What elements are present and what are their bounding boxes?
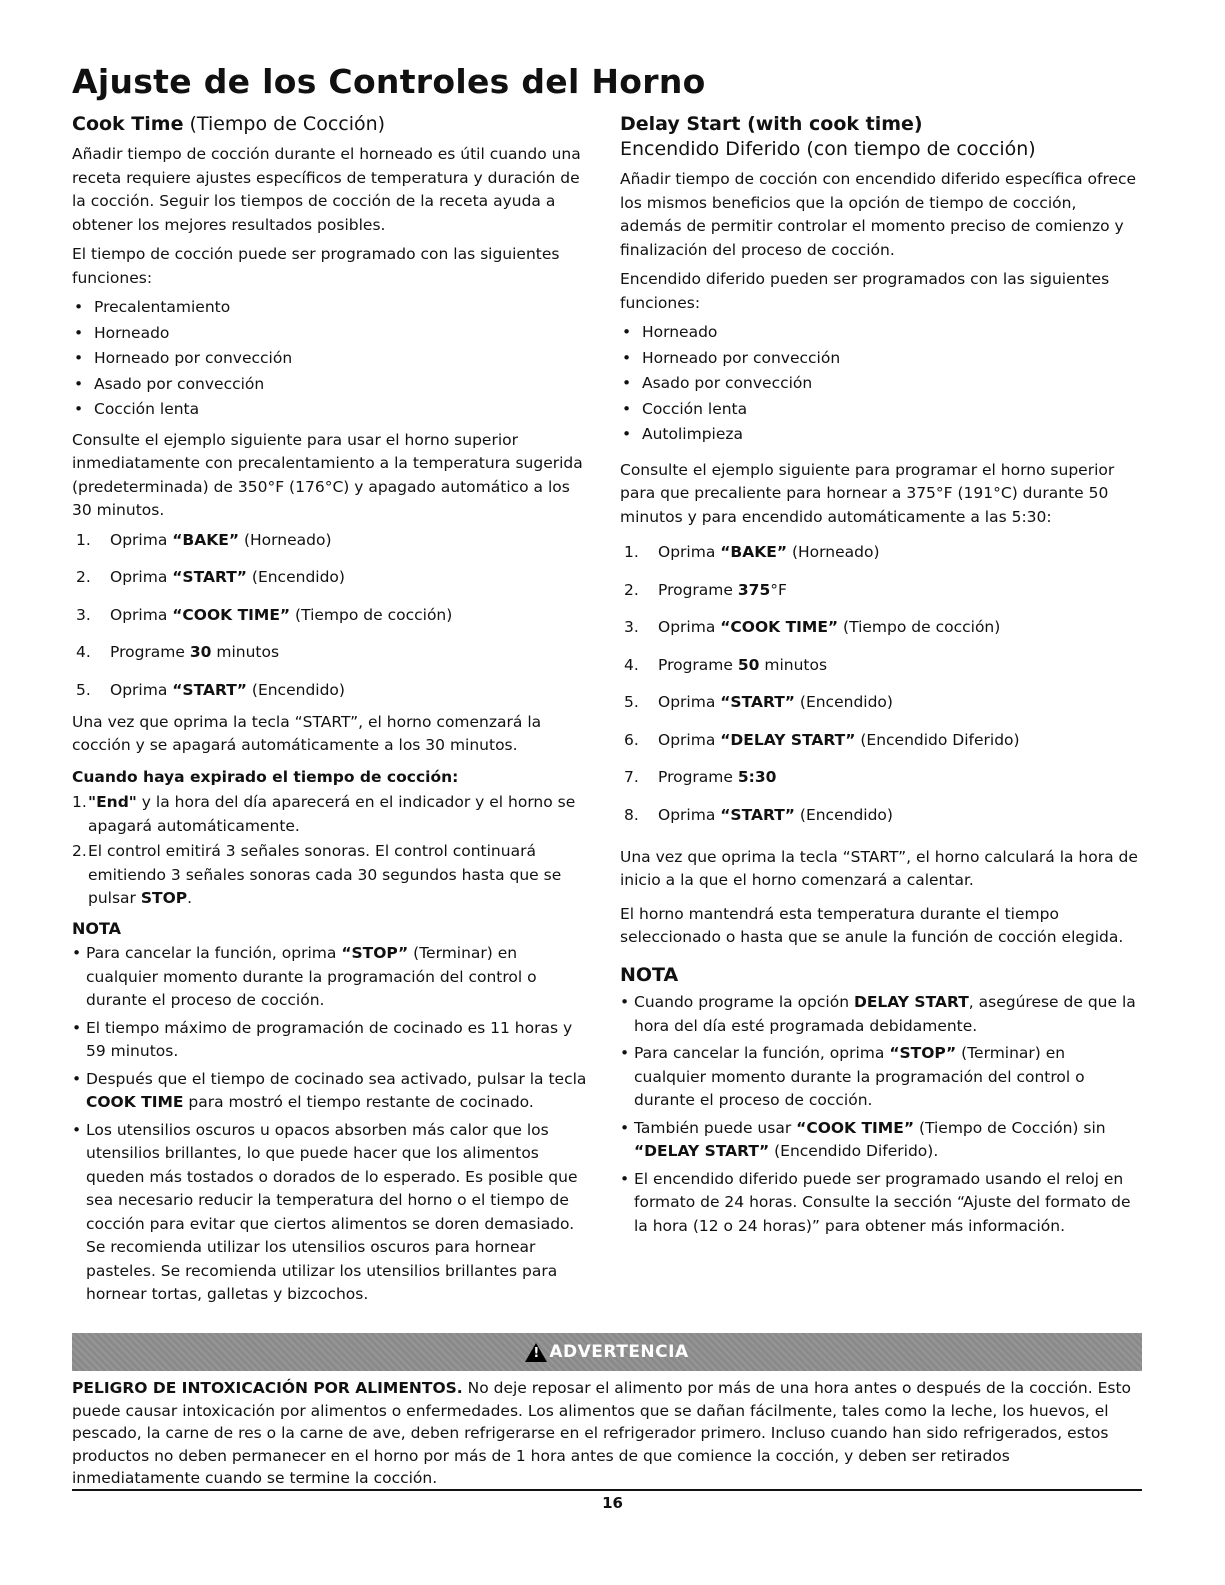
step-item: 2. Programe 375°F: [624, 580, 787, 599]
warning-banner: [72, 1333, 1142, 1371]
delay-start-after-1: Una vez que oprima la tecla “START”, el horno calculará la hora de inicio a la que el horno comenzará a calentar.: [620, 847, 1138, 889]
cook-time-title: Cook Time (Tiempo de Cocción): [72, 113, 386, 135]
note-item: • Los utensilios oscuros u opacos absorben más calor que los utensilios brillantes, lo que puede hacer que los alimentos queden más tostados o dorados de lo esperado. Es posible que sea necesario reducir la temperatura del horno o el tiempo de cocción para evitar que ciertos alimentos se doren demasiado. Se recomienda utilizar los utensilios oscuros para hornear pasteles. Se recomienda utilizar los utensilios brillantes para hornear tortas, galletas y bizcochos.: [72, 1119, 592, 1307]
delay-start-section: [620, 112, 1140, 1242]
step-item: 2. Oprima “START” (Encendido): [76, 568, 345, 586]
note-item: • El tiempo máximo de programación de cocinado es 11 horas y 59 minutos.: [72, 1017, 592, 1064]
step-item: 4. Programe 30 minutos: [76, 643, 280, 661]
step-item: 6. Oprima “DELAY START” (Encendido Diferido): [624, 730, 1020, 749]
list-item: • Autolimpieza: [620, 423, 1140, 449]
step-item: 3. Oprima “COOK TIME” (Tiempo de cocción): [76, 605, 453, 624]
cook-time-after: Una vez que oprima la tecla “START”, el horno comenzará la cocción y se apagará automáticamente a los 30 minutos.: [72, 712, 542, 754]
expired-heading: Cuando haya expirado el tiempo de cocción:: [72, 767, 459, 786]
warning-text: PELIGRO DE INTOXICACIÓN POR ALIMENTOS. No deje reposar el alimento por más de una hora antes o después de la cocción. Esto puede causar intoxicación por alimentos o enfermedades. Los alimentos que se dañan fácilmente, tales como la leche, los huevos, el pescado, la carne de res o la carne de ave, deben refrigerarse en el refrigerador primero. Incluso cuando han sido refrigerados, estos productos no deben permanecer en el horno por más de 1 hora antes de que comience la cocción, y deben ser retirados inmediatamente cuando se termine la cocción.: [72, 1379, 1132, 1487]
step-item: 5. Oprima “START” (Encendido): [624, 693, 893, 711]
delay-start-notes: [620, 991, 1140, 1238]
list-item: • Horneado: [620, 321, 1140, 347]
list-item: • Asado por convección: [620, 372, 1140, 398]
delay-start-steps: [620, 541, 1140, 844]
list-item: • Horneado: [72, 322, 592, 348]
note-item: • Para cancelar la función, oprima “STOP” (Terminar) en cualquier momento durante la programación del control o durante el proceso de cocción.: [620, 1042, 1140, 1113]
nota-heading: NOTA: [72, 918, 122, 938]
warning-triangle-icon: !: [525, 1343, 547, 1362]
note-item: • Cuando programe la opción DELAY START, asegúrese de que la hora del día esté programada debidamente.: [620, 991, 1140, 1038]
cook-time-intro: Añadir tiempo de cocción durante el horneado es útil cuando una receta requiere ajustes específicos de temperatura y duración de la cocción. Seguir los tiempos de cocción de la receta ayuda a obtener los mejores resultados posibles.: [72, 145, 581, 234]
delay-start-title: Delay Start (with cook time): [620, 113, 923, 135]
cook-time-steps: [72, 529, 592, 709]
step-item: 7. Programe 5:30: [624, 768, 777, 786]
delay-start-functions-intro: Encendido diferido pueden ser programados con las siguientes funciones:: [620, 270, 1110, 312]
delay-start-functions-list: [620, 321, 1140, 449]
list-item: • Precalentamiento: [72, 296, 592, 322]
warning-label: ADVERTENCIA: [549, 1342, 689, 1362]
cook-time-functions-list: [72, 296, 592, 424]
step-item: 5. Oprima “START” (Encendido): [76, 680, 345, 699]
list-item: 2. El control emitirá 3 señales sonoras. El control continuará emitiendo 3 señales sonoras cada 30 segundos hasta que se pulsar STOP.: [72, 842, 562, 907]
list-item: 1. "End" y la hora del día aparecerá en el indicador y el horno se apagará automáticamente.: [72, 793, 576, 835]
cook-time-notes: [72, 942, 592, 1307]
step-item: 8. Oprima “START” (Encendido): [624, 805, 893, 824]
cook-time-section: [72, 112, 592, 1311]
step-item: 3. Oprima “COOK TIME” (Tiempo de cocción): [624, 618, 1001, 636]
delay-start-example: Consulte el ejemplo siguiente para programar el horno superior para que precaliente para hornear a 375°F (191°C) durante 50 minutos y para encendido automáticamente a las 5:30:: [620, 460, 1115, 526]
footer-divider: [72, 1489, 1142, 1491]
list-item: • Cocción lenta: [72, 398, 592, 424]
note-item: • Para cancelar la función, oprima “STOP” (Terminar) en cualquier momento durante la programación del control o durante el proceso de cocción.: [72, 942, 592, 1013]
nota-heading: NOTA: [620, 963, 679, 986]
note-item: • El encendido diferido puede ser programado usando el reloj en formato de 24 horas. Consulte la sección “Ajuste del formato de la hora (12 o 24 horas)” para obtener más información.: [620, 1168, 1140, 1239]
delay-start-intro: Añadir tiempo de cocción con encendido diferido específica ofrece los mismos beneficios que la opción de tiempo de cocción, además de permitir controlar el momento preciso de comienzo y finalización del proceso de cocción.: [620, 170, 1137, 259]
step-item: 1. Oprima “BAKE” (Horneado): [624, 543, 880, 561]
cook-time-functions-intro: El tiempo de cocción puede ser programado con las siguientes funciones:: [72, 245, 560, 287]
delay-start-subtitle: Encendido Diferido (con tiempo de cocción): [620, 138, 1036, 160]
step-item: 1. Oprima “BAKE” (Horneado): [76, 530, 332, 549]
page-title: Ajuste de los Controles del Horno: [72, 62, 706, 101]
list-item: • Horneado por convección: [72, 347, 592, 373]
list-item: • Cocción lenta: [620, 398, 1140, 424]
note-item: • Después que el tiempo de cocinado sea activado, pulsar la tecla COOK TIME para mostró el tiempo restante de cocinado.: [72, 1068, 592, 1115]
cook-time-example: Consulte el ejemplo siguiente para usar el horno superior inmediatamente con precalentamiento a la temperatura sugerida (predeterminada) de 350°F (176°C) y apagado automático a los 30 minutos.: [72, 430, 583, 519]
delay-start-after-2: El horno mantendrá esta temperatura durante el tiempo seleccionado o hasta que se anule la función de cocción elegida.: [620, 904, 1124, 946]
step-item: 4. Programe 50 minutos: [624, 655, 828, 674]
note-item: • También puede usar “COOK TIME” (Tiempo de Cocción) sin “DELAY START” (Encendido Diferido).: [620, 1117, 1140, 1164]
expired-list: [72, 791, 592, 911]
list-item: • Horneado por convección: [620, 347, 1140, 373]
list-item: • Asado por convección: [72, 373, 592, 399]
page-number: 16: [602, 1494, 623, 1512]
